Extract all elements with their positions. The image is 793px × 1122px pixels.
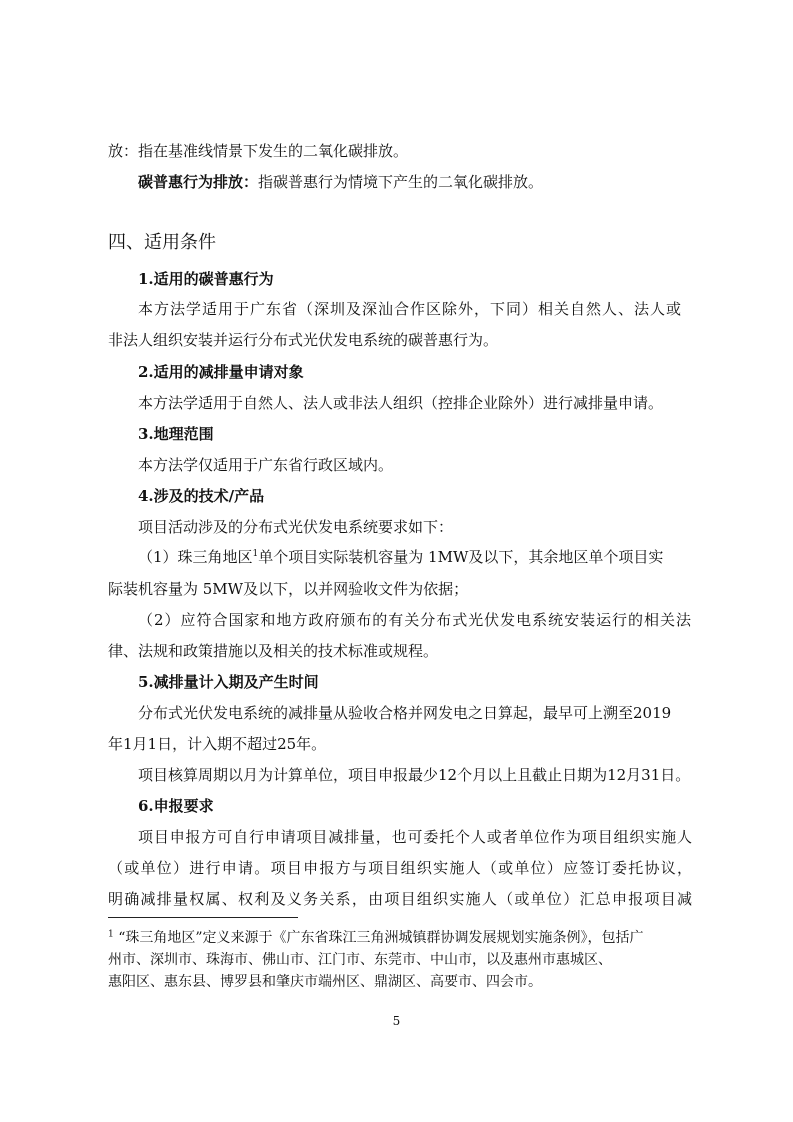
paragraph-line: 非法人组织安装并运行分布式光伏发电系统的碳普惠行为。 <box>108 331 499 349</box>
footnote-separator <box>108 917 298 918</box>
subheading: 3.地理范围 <box>138 425 214 443</box>
subheading: 6.申报要求 <box>138 797 214 815</box>
paragraph-line: 际装机容量为 5MW及以下，以并网验收文件为依据； <box>108 580 469 598</box>
footnote-line: 惠阳区、惠东县、博罗县和肇庆市端州区、鼎湖区、高要市、四会市。 <box>108 974 542 990</box>
definition-line <box>138 172 698 192</box>
footnote-marker: 1 <box>108 929 114 940</box>
subheading: 1.适用的碳普惠行为 <box>138 270 274 288</box>
footnote-line: $^1$ “珠三角地区”定义来源于《广东省珠江三角洲城镇群协调发展规划实施条例》，包括广 <box>108 929 644 946</box>
paragraph-line: 律、法规和政策措施以及相关的技术标准或规程。 <box>108 642 439 660</box>
paragraph-line: 项目核算周期以月为计算单位，项目申报最少12个月以上且截止日期为12月31日。 <box>138 766 691 784</box>
paragraph-line: 本方法学适用于广东省（深圳及深汕合作区除外，下同）相关自然人、法人或 <box>138 300 681 318</box>
subheading: 2.适用的减排量申请对象 <box>138 363 304 381</box>
paragraph-line: （2）应符合国家和地方政府颁布的有关分布式光伏发电系统安装运行的相关法 <box>138 611 691 629</box>
paragraph-line: 项目活动涉及的分布式光伏发电系统要求如下： <box>138 518 454 536</box>
definition-term: 碳普惠行为排放： <box>138 173 259 191</box>
paragraph-line: 项目申报方可自行申请项目减排量，也可委托个人或者单位作为项目组织实施人 <box>138 828 692 846</box>
paragraph-line: 明确减排量权属、权利及义务关系，由项目组织实施人（或单位）汇总申报项目减 <box>108 890 692 908</box>
paragraph-line: 年1月1日，计入期不超过25年。 <box>108 735 327 753</box>
subheading: 4.涉及的技术/产品 <box>138 487 265 505</box>
footnote-reference: 1 <box>252 549 259 559</box>
paragraph-line: （或单位）进行申请。项目申报方与项目组织实施人（或单位）应签订委托协议， <box>108 859 692 877</box>
paragraph-line: 本方法学仅适用于广东省行政区域内。 <box>138 456 394 474</box>
footnote-line: 州市、深圳市、珠海市、佛山市、江门市、东莞市、中山市，以及惠州市惠城区、 <box>108 952 612 968</box>
paragraph-line: （1）珠三角地区$^1$单个项目实际装机容量为 1MW及以下，其余地区单个项目实 <box>138 548 664 566</box>
page-number: 5 <box>392 1014 401 1028</box>
section-heading: 四、适用条件 <box>108 232 216 253</box>
definition-text: 指碳普惠行为情境下产生的二氧化碳排放。 <box>258 173 544 191</box>
paragraph-line: 分布式光伏发电系统的减排量从验收合格并网发电之日算起，最早可上溯至2019 <box>138 704 672 722</box>
subheading: 5.减排量计入期及产生时间 <box>138 673 319 691</box>
paragraph-line: 本方法学适用于自然人、法人或非法人组织（控排企业除外）进行减排量申请。 <box>138 394 664 412</box>
paragraph-line: 放：指在基准线情景下发生的二氧化碳排放。 <box>108 142 409 160</box>
